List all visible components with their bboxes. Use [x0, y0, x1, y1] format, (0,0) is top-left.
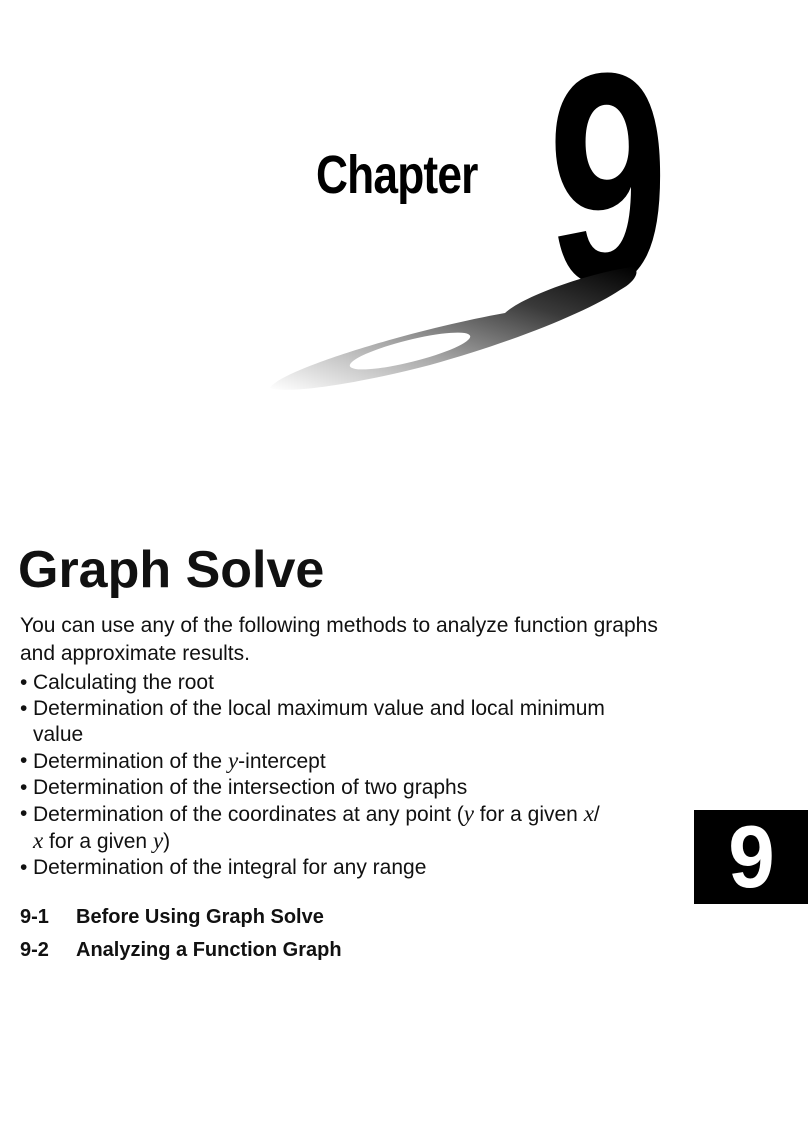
chapter-tab: [694, 807, 808, 906]
intro-paragraph: You can use any of the following methods to analyze function graphs and approximate results.: [20, 614, 658, 665]
list-item: • Determination of the local maximum value and local minimum value: [20, 696, 660, 748]
section-title: Before Using Graph Solve: [76, 906, 324, 928]
list-item: • Determination of the y-intercept: [20, 748, 660, 775]
chapter-word: Chapter: [316, 145, 478, 205]
list-item: • Determination of the coordinates at any point (y for a given x/ x for a given y): [20, 801, 660, 855]
section-link-9-1[interactable]: [20, 904, 342, 937]
section-link-9-2[interactable]: [20, 937, 342, 970]
section-number: 9-2: [20, 939, 49, 961]
chapter-number-shadow: [260, 255, 660, 400]
section-number: 9-1: [20, 906, 49, 928]
section-list: [20, 904, 342, 970]
chapter-tab-label: 9: [727, 807, 775, 906]
chapter-number-large: 9: [548, 10, 669, 346]
list-item: • Determination of the integral for any range: [20, 855, 660, 881]
section-title: Analyzing a Function Graph: [76, 939, 342, 961]
list-item: • Determination of the intersection of two graphs: [20, 775, 660, 801]
page-title: Graph Solve: [18, 541, 325, 599]
list-item: • Calculating the root: [20, 670, 660, 696]
method-list: [20, 670, 660, 881]
